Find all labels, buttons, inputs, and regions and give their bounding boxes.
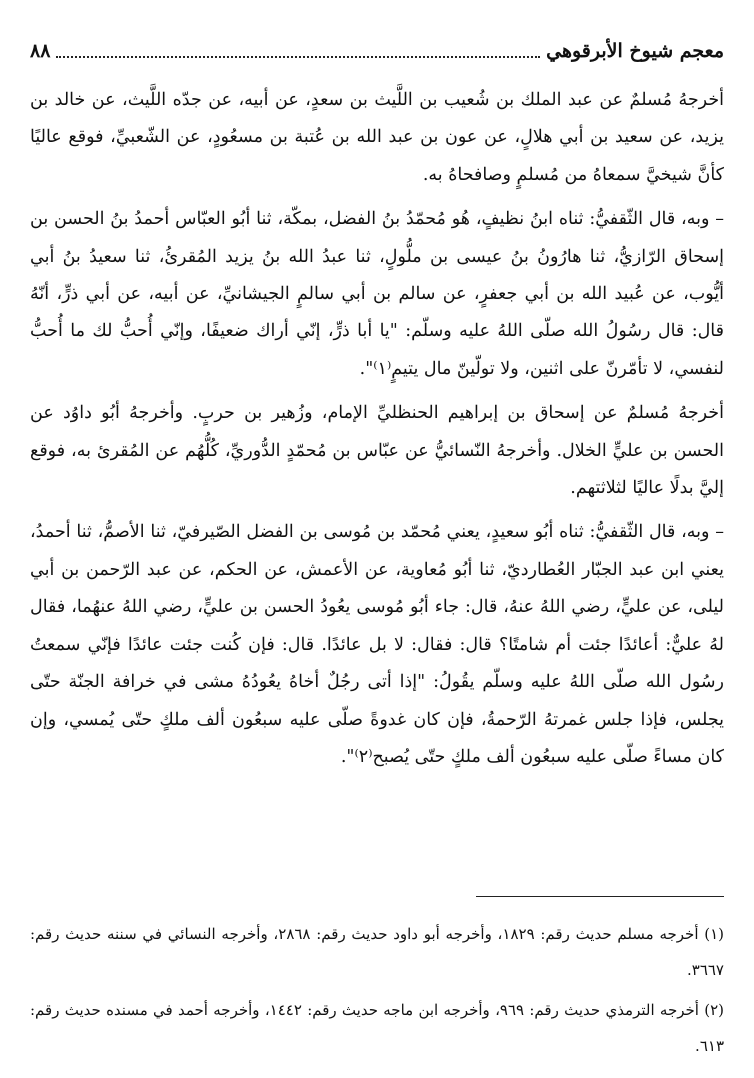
running-header: [30, 34, 724, 68]
header-leader-dots: [56, 56, 540, 58]
paragraph-4: – وبه، قال الثّقفيُّ: ثناه أبُو سعيدٍ، يعني مُحمّد بن مُوسى بن الفضل الصّيرفيّ، ثنا الأصمُّ، ثنا أحمدُ، يعني ابن عبد الجبّار العُطارديّ، ثنا أبُو مُعاوية، عن الأعمش، عن الحكم، عن عبد الرّحمن بن أبي ليلى، عن عليٍّ، رضي اللهُ عنهُ، قال: جاء أبُو مُوسى يعُودُ الحسن بن عليٍّ، رضي اللهُ عنهُما، فقال لهُ عليٌّ: أعائدًا جئت أم شامتًا؟ قال: فقال: لا بل عائدًا. قال: فإن كُنت جئت عائدًا فإنّي سمعتُ رسُول الله صلّى اللهُ عليه وسلّم يقُولُ: "إذا أتى رجُلٌ أخاهُ يعُودُهُ مشى في خرافة الجنّة حتّى يجلس، فإذا جلس غمرتهُ الرّحمةُ، فإن كان غدوةً صلّى عليه سبعُون ألف ملكٍ حتّى يُمسي، وإن كان مساءً صلّى عليه سبعُون ألف ملكٍ حتّى يُصبح⁽٢⁾".: [30, 522, 724, 767]
main-text: [30, 82, 724, 783]
page-number: ٨٨: [30, 40, 51, 62]
paragraph-1: أخرجهُ مُسلمٌ عن عبد الملك بن شُعيب بن اللَّيث بن سعدٍ، عن أبيه، عن جدّه اللَّيث، عن خالد بن يزيد، عن سعيد بن أبي هلالٍ، عن عون بن عبد الله بن عُتبة بن مسعُودٍ، عن الشّعبيِّ، فوقع عاليًا كأنَّ شيخيَّ سمعاهُ من مُسلمٍ وصافحاهُ به.: [30, 90, 724, 185]
footnote-1: (١) أخرجه مسلم حديث رقم: ١٨٢٩، وأخرجه أبو داود حديث رقم: ٢٨٦٨، وأخرجه النسائي في سننه حديث رقم: ٣٦٦٧.: [30, 925, 724, 979]
paragraph-2: – وبه، قال الثّقفيُّ: ثناه ابنُ نظيفٍ، هُو مُحمّدُ بنُ الفضل، بمكّة، ثنا أبُو العبّاس أحمدُ بنُ الحسن بن إسحاق الرّازيُّ، ثنا هارُونُ بنُ عيسى بن ملُّولٍ، ثنا عبدُ الله بنُ يزيد المُقرئُ، ثنا سعيدُ بنُ أبي أيُّوب، عن عُبيد الله بن أبي جعفرٍ، عن سالم بن أبي سالمٍ الجيشانيِّ، عن أبيه، عن أبي ذرٍّ، أنّهُ قال: قال رسُولُ الله صلّى اللهُ عليه وسلّم: "يا أبا ذرٍّ، إنّي أراك ضعيفًا، وإنّي أُحبُّ لك ما أُحبُّ لنفسي، لا تأمّرنّ على اثنين، ولا تولّينّ مال يتيمٍ⁽١⁾".: [30, 209, 724, 379]
footnotes: [30, 916, 724, 1068]
footnote-separator: [476, 896, 724, 897]
book-page: [30, 18, 724, 1068]
book-title: معجم شيوخ الأبرقوهي: [546, 40, 724, 62]
paragraph-3: أخرجهُ مُسلمٌ عن إسحاق بن إبراهيم الحنظليِّ الإمام، وزُهير بن حربٍ. وأخرجهُ أبُو داوُد عن الحسن بن عليٍّ الخلال. وأخرجهُ النّسائيُّ عن عبّاس بن مُحمّدٍ الدُّوريِّ، كُلُّهُم عن المُقرئ به، فوقع إليَّ بدلًا عاليًا لثلاثتهم.: [30, 403, 724, 499]
footnote-2: (٢) أخرجه الترمذي حديث رقم: ٩٦٩، وأخرجه ابن ماجه حديث رقم: ١٤٤٢، وأخرجه أحمد في مسنده حديث رقم: ٦١٣.: [30, 1001, 725, 1055]
